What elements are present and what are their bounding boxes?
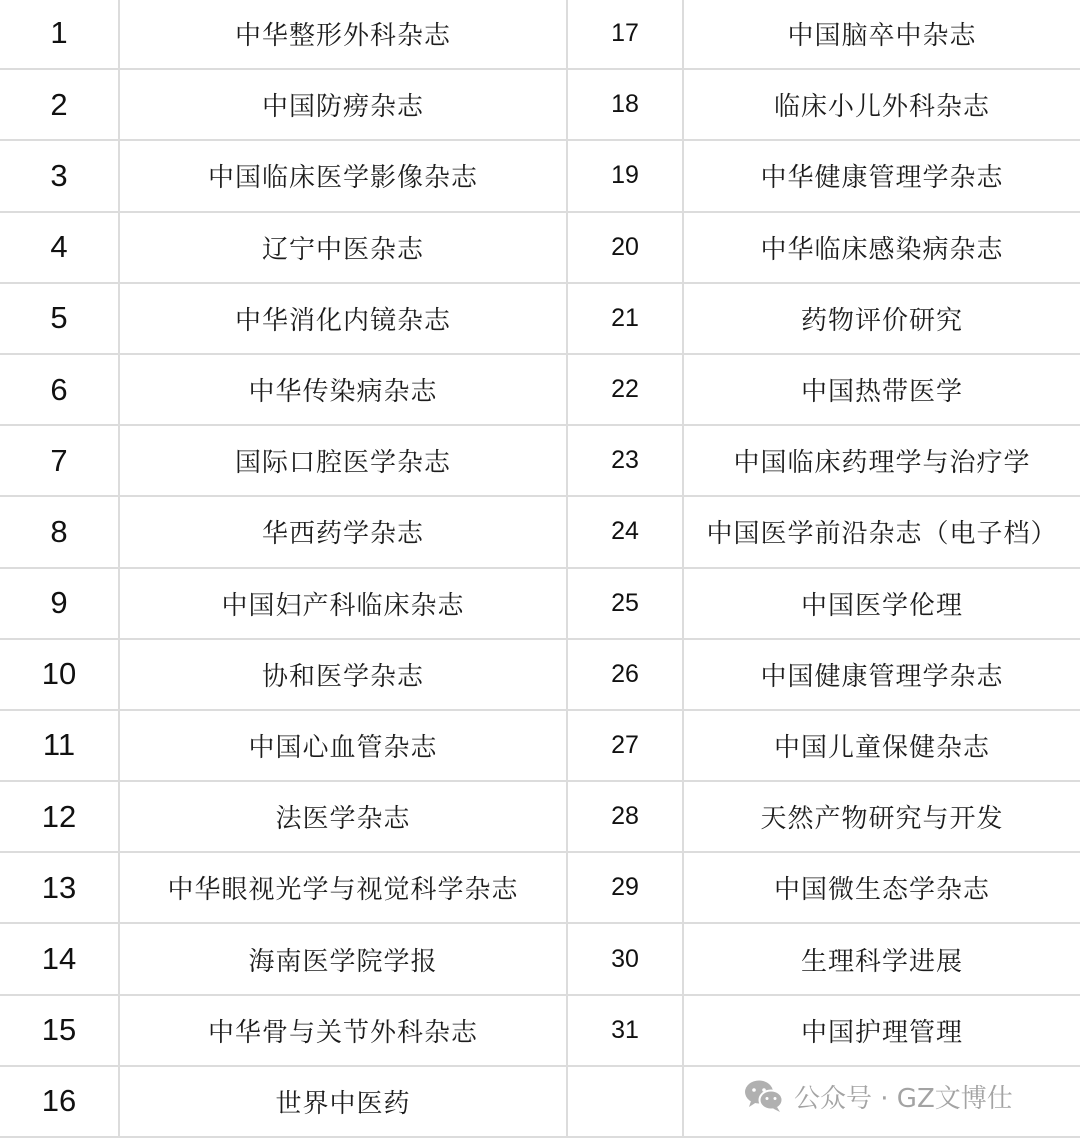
right-journal-name: 药物评价研究: [683, 283, 1080, 354]
table-row: [0, 995, 1080, 1066]
right-journal-name: 中国医学前沿杂志（电子档）: [683, 496, 1080, 567]
left-number-cell: 14: [0, 923, 119, 994]
right-number-cell: 30: [567, 923, 683, 994]
wechat-icon: [744, 1079, 784, 1113]
right-number-cell: 27: [567, 710, 683, 781]
left-number-cell: 16: [0, 1066, 119, 1137]
table-row: [0, 852, 1080, 923]
left-journal-name: 中国心血管杂志: [119, 710, 567, 781]
table-row: [0, 283, 1080, 354]
left-journal-name: 辽宁中医杂志: [119, 212, 567, 283]
table-row: [0, 568, 1080, 639]
left-journal-name: 中华骨与关节外科杂志: [119, 995, 567, 1066]
table-row: [0, 69, 1080, 140]
right-number-cell: 31: [567, 995, 683, 1066]
left-journal-name: 中华传染病杂志: [119, 354, 567, 425]
left-number-cell: 3: [0, 140, 119, 211]
watermark-text: 公众号 · GZ文博仕: [794, 1083, 1013, 1114]
table-row: [0, 639, 1080, 710]
left-number-cell: 15: [0, 995, 119, 1066]
left-journal-name: 中国防痨杂志: [119, 69, 567, 140]
right-journal-name: 中华健康管理学杂志: [683, 140, 1080, 211]
right-journal-name: 中华临床感染病杂志: [683, 212, 1080, 283]
left-journal-name: 世界中医药: [119, 1066, 567, 1137]
left-number-cell: 10: [0, 639, 119, 710]
right-number-cell: 20: [567, 212, 683, 283]
left-number-cell: 1: [0, 0, 119, 69]
table-row: [0, 354, 1080, 425]
right-number-cell: 17: [567, 0, 683, 69]
right-number-cell: 18: [567, 69, 683, 140]
left-number-cell: 9: [0, 568, 119, 639]
right-number-cell: 28: [567, 781, 683, 852]
left-journal-name: 中华整形外科杂志: [119, 0, 567, 69]
left-journal-name: 中国临床医学影像杂志: [119, 140, 567, 211]
left-journal-name: 法医学杂志: [119, 781, 567, 852]
right-number-cell: 24: [567, 496, 683, 567]
watermark: [744, 1076, 1013, 1116]
table-row: [0, 710, 1080, 781]
right-journal-name: 生理科学进展: [683, 923, 1080, 994]
left-number-cell: 11: [0, 710, 119, 781]
right-journal-name: 中国脑卒中杂志: [683, 0, 1080, 69]
table-row: [0, 425, 1080, 496]
table-row: [0, 781, 1080, 852]
left-journal-name: 海南医学院学报: [119, 923, 567, 994]
left-number-cell: 4: [0, 212, 119, 283]
left-number-cell: 6: [0, 354, 119, 425]
right-number-cell: 25: [567, 568, 683, 639]
left-number-cell: 5: [0, 283, 119, 354]
left-number-cell: 13: [0, 852, 119, 923]
right-number-cell: 22: [567, 354, 683, 425]
right-journal-name: 临床小儿外科杂志: [683, 69, 1080, 140]
left-number-cell: 7: [0, 425, 119, 496]
left-journal-name: 协和医学杂志: [119, 639, 567, 710]
right-number-cell: 29: [567, 852, 683, 923]
right-number-cell: 26: [567, 639, 683, 710]
right-number-cell: 21: [567, 283, 683, 354]
right-number-cell: 23: [567, 425, 683, 496]
left-journal-name: 中华消化内镜杂志: [119, 283, 567, 354]
right-journal-name: 中国临床药理学与治疗学: [683, 425, 1080, 496]
left-journal-name: 中国妇产科临床杂志: [119, 568, 567, 639]
table-row: [0, 0, 1080, 69]
right-journal-name: 中国健康管理学杂志: [683, 639, 1080, 710]
left-number-cell: 12: [0, 781, 119, 852]
right-journal-name: 天然产物研究与开发: [683, 781, 1080, 852]
right-journal-name: 中国儿童保健杂志: [683, 710, 1080, 781]
right-number-cell: 19: [567, 140, 683, 211]
right-journal-name: 中国热带医学: [683, 354, 1080, 425]
left-journal-name: 华西药学杂志: [119, 496, 567, 567]
right-journal-name: 中国医学伦理: [683, 568, 1080, 639]
left-number-cell: 2: [0, 69, 119, 140]
table-row: [0, 496, 1080, 567]
left-number-cell: 8: [0, 496, 119, 567]
table-row: [0, 140, 1080, 211]
table-row: [0, 923, 1080, 994]
left-journal-name: 国际口腔医学杂志: [119, 425, 567, 496]
table-row: [0, 212, 1080, 283]
right-journal-name: 中国微生态学杂志: [683, 852, 1080, 923]
right-journal-name: 中国护理管理: [683, 995, 1080, 1066]
right-number-cell: [567, 1066, 683, 1137]
left-journal-name: 中华眼视光学与视觉科学杂志: [119, 852, 567, 923]
